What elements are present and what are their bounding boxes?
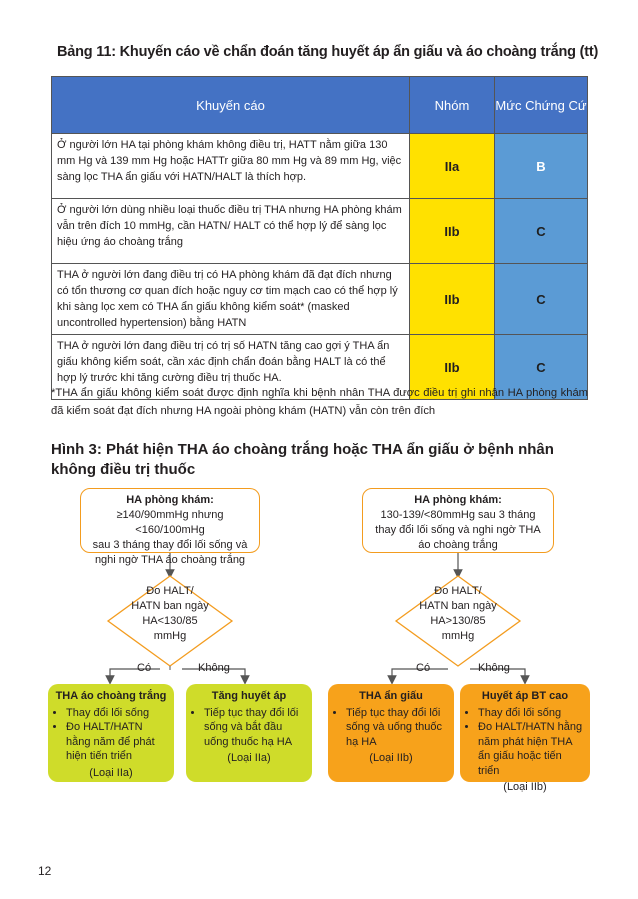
list-item: • Thay đổi lối sống: [66, 706, 168, 721]
group-cell: IIb: [410, 264, 495, 335]
recommendation-text: Ở người lớn dùng nhiều loại thuốc điều trị THA nhưng HA phòng khám vẫn trên đích 10 mmHg, cần HATN/ HALT có thể hợp lý để sàng lọc hiệu ứng áo choàng trắng: [52, 199, 410, 264]
box-line: áo choàng trắng: [418, 539, 498, 551]
no-label: Không: [478, 662, 510, 674]
box-line: thay đổi lối sống và nghi ngờ THA: [375, 524, 541, 536]
result-class: (Loại IIa): [89, 766, 133, 779]
level-cell: B: [495, 134, 588, 199]
group-cell: IIb: [410, 199, 495, 264]
level-cell: C: [495, 335, 588, 400]
result-high-normal: [460, 684, 590, 793]
level-cell: C: [495, 264, 588, 335]
header-group: Nhóm: [410, 77, 495, 134]
decision-text-right: Đo HALT/ HATN ban ngày HA>130/85 mmHg: [419, 585, 497, 642]
recommendation-text: Ở người lớn HA tại phòng khám không điều trị, HATT nằm giữa 130 mm Hg và 139 mm Hg hoặc HATTr giữa 80 mm Hg và 89 mm Hg, việc sàng lọc THA ẩn giấu với HATN/HALT là thích hợp.: [52, 134, 410, 199]
page-number: 12: [38, 864, 52, 878]
start-box-right: [362, 488, 554, 553]
result-class: (Loại IIa): [227, 752, 271, 764]
box-title: HA phòng khám:: [126, 494, 214, 506]
result-white-coat: [48, 684, 174, 782]
result-hypertension: [186, 684, 312, 782]
list-item: • Đo HALT/HATN hằng năm để phát hiện tiến triển: [66, 720, 168, 764]
figure-title: Hình 3: Phát hiện THA áo choàng trắng hoặc THA ẩn giấu ở bệnh nhân không điều trị thuốc: [51, 441, 554, 478]
footnote: *THA ẩn giấu không kiểm soát được định nghĩa khi bệnh nhân THA được điều trị ghi nhận HA phòng khám đã kiểm soát đạt đích nhưng HA ngoài phòng khám (HATN) vẫn còn trên đích: [51, 387, 588, 417]
result-masked: [328, 684, 454, 782]
result-class: (Loại IIb): [503, 781, 547, 793]
result-class: (Loại IIb): [369, 752, 413, 764]
header-level: Mức Chứng Cứ: [495, 77, 588, 134]
level-cell: C: [495, 199, 588, 264]
list-item: • Tiếp tục thay đổi lối sống và uống thuốc hạ HA: [346, 706, 448, 750]
box-title: HA phòng khám:: [414, 494, 502, 506]
yes-label: Có: [137, 662, 152, 674]
group-cell: IIb: [410, 335, 495, 400]
result-title: Huyết áp BT cao: [481, 690, 569, 702]
list-item: • Tiếp tục thay đổi lối sống và bắt đầu uống thuốc hạ HA: [204, 706, 306, 750]
decision-text-left: Đo HALT/ HATN ban ngày HA<130/85 mmHg: [131, 585, 209, 642]
no-label: Không: [198, 662, 230, 674]
box-line: nghi ngờ THA áo choàng trắng: [94, 554, 246, 566]
box-line: sau 3 tháng thay đổi lối sống và: [92, 539, 248, 551]
recommendation-text: THA ở người lớn đang điều trị có trị số HATN tăng cao gợi ý THA ẩn giấu không kiểm soát, cần xác định chẩn đoán bằng HALT là có thể hợp lý trước khi tăng cường điều trị thuốc HA.: [52, 335, 410, 400]
header-recommendation: Khuyến cáo: [52, 77, 410, 134]
result-title: THA ẩn giấu: [359, 690, 423, 702]
result-title: Tăng huyết áp: [211, 690, 287, 702]
start-box-left: [80, 488, 260, 566]
list-item: • Đo HALT/HATN hằng năm phát hiện THA ẩn giấu hoặc tiến triển: [478, 720, 584, 778]
list-item: • Thay đổi lối sống: [478, 706, 584, 721]
group-cell: IIa: [410, 134, 495, 199]
box-line: ≥140/90mmHg nhưng <160/100mHg: [116, 509, 224, 536]
yes-label: Có: [416, 662, 431, 674]
recommendation-text: THA ở người lớn đang điều trị có HA phòng khám đã đạt đích nhưng có tổn thương cơ quan đích hoặc nguy cơ tim mạch cao có thể hợp lý khi sàng lọc xem có THA ẩn giấu không kiểm soát* (masked uncontrolled hypertension) bằng HATN: [52, 264, 410, 335]
table-title: Bảng 11: Khuyến cáo về chẩn đoán tăng huyết áp ẩn giấu và áo choàng trắng (tt): [57, 44, 599, 60]
result-title: THA áo choàng trắng: [55, 690, 167, 702]
box-line: 130-139/<80mmHg sau 3 tháng: [380, 509, 536, 521]
